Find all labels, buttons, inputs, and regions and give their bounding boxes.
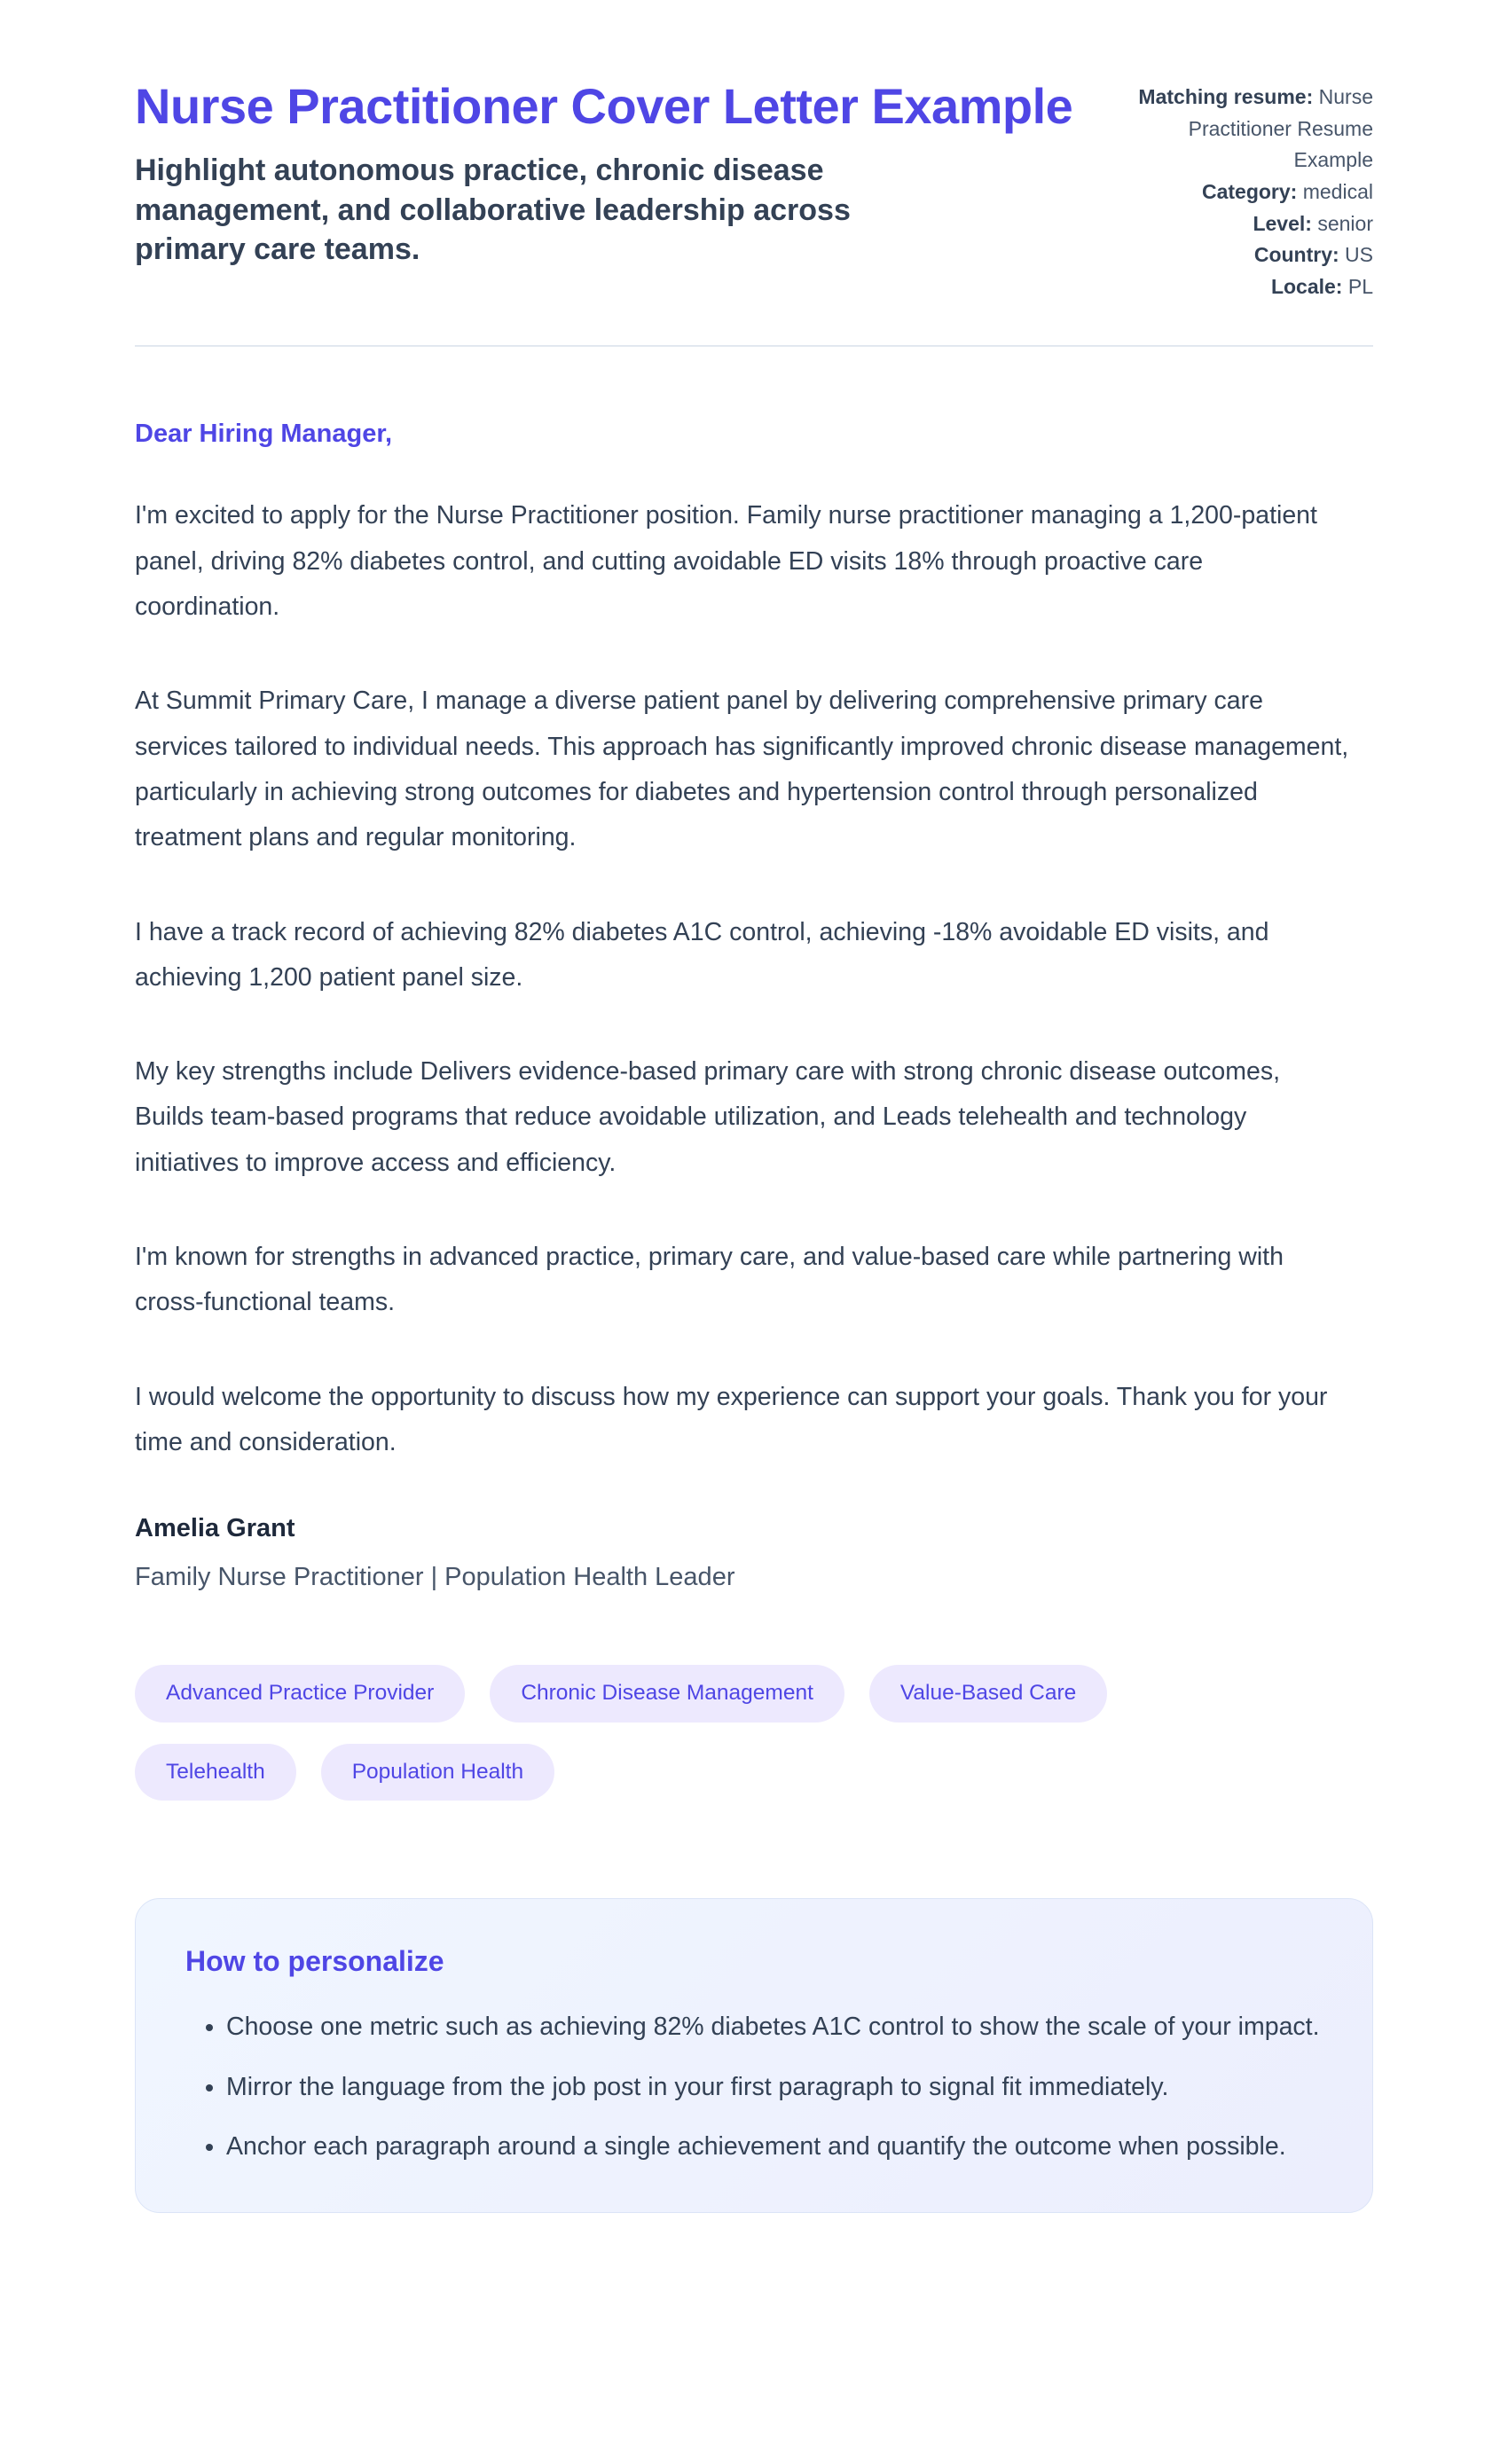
meta-category xyxy=(1120,177,1373,208)
meta-value-category: medical xyxy=(1302,179,1373,203)
meta-label-category: Category: xyxy=(1201,179,1298,203)
letter-paragraph-known-for: I'm known for strengths in advanced practice, primary care, and value-based care while partnering with cross-functional teams. xyxy=(135,1243,1284,1317)
tip-item-anchor-paragraph: • Anchor each paragraph around a single achievement and quantify the outcome when possible. xyxy=(226,2124,1323,2170)
tag-pill-advanced-practice-provider[interactable]: Advanced Practice Provider xyxy=(135,1665,465,1722)
tag-pill-telehealth[interactable]: Telehealth xyxy=(135,1744,296,1801)
tips-title: How to personalize xyxy=(185,1945,444,1978)
page-subtitle: Highlight autonomous practice, chronic disease management, and collaborative leadership across primary care teams. xyxy=(135,153,851,266)
page-title: Nurse Practitioner Cover Letter Example xyxy=(135,78,1073,134)
tag-list xyxy=(135,1665,1288,1801)
tip-item-mirror-language: • Mirror the language from the job post in your first paragraph to signal fit immediately. xyxy=(226,2065,1323,2110)
meta-value-locale: PL xyxy=(1347,274,1373,298)
resume-meta-panel xyxy=(1120,76,1373,302)
tag-pill-value-based-care[interactable]: Value-Based Care xyxy=(869,1665,1107,1722)
meta-country xyxy=(1120,239,1373,271)
letter-paragraph-closing: I would welcome the opportunity to discuss how my experience can support your goals. Thank you for your time and consideration. xyxy=(135,1382,1328,1456)
meta-value-level: senior xyxy=(1317,211,1373,235)
cover-letter-body xyxy=(135,420,1373,2213)
meta-label-locale: Locale: xyxy=(1270,274,1343,298)
header-titles xyxy=(135,76,1078,302)
meta-label-country: Country: xyxy=(1253,243,1339,267)
tips-list xyxy=(185,2005,1323,2170)
meta-label-matching-resume: Matching resume: xyxy=(1138,85,1314,108)
letter-paragraph-track-record: I have a track record of achieving 82% diabetes A1C control, achieving -18% avoidable ED visits, and achieving 1,200 patient panel size. xyxy=(135,917,1269,992)
tip-item-metric: • Choose one metric such as achieving 82% diabetes A1C control to show the scale of your impact. xyxy=(226,2005,1323,2050)
meta-label-level: Level: xyxy=(1253,211,1312,235)
meta-level xyxy=(1120,208,1373,240)
signature-role: Family Nurse Practitioner | Population Health Leader xyxy=(135,1563,735,1592)
letter-paragraph-experience: At Summit Primary Care, I manage a diverse patient panel by delivering comprehensive primary care services tailored to individual needs. This approach has significantly improved chronic disease management, particularly in achieving strong outcomes for diabetes and hypertension control through personalized treatment plans and regular monitoring. xyxy=(135,687,1349,852)
header-divider xyxy=(135,345,1373,347)
tag-pill-population-health[interactable]: Population Health xyxy=(321,1744,554,1801)
meta-value-country: US xyxy=(1345,243,1373,267)
signature-name: Amelia Grant xyxy=(135,1514,295,1543)
meta-value-matching-resume: Nurse Practitioner Resume Example xyxy=(1188,85,1373,172)
salutation: Dear Hiring Manager, xyxy=(135,420,393,449)
page-header xyxy=(135,76,1373,302)
letter-paragraph-intro: I'm excited to apply for the Nurse Practitioner position. Family nurse practitioner managing a 1,200-patient panel, driving 82% diabetes control, and cutting avoidable ED visits 18% through proactive care coordination. xyxy=(135,501,1317,622)
personalization-tips-box xyxy=(135,1898,1373,2213)
signature-block xyxy=(135,1514,1373,1592)
letter-paragraph-strengths: My key strengths include Delivers evidence-based primary care with strong chronic disease outcomes, Builds team-based programs that reduce avoidable utilization, and Leads telehealth and technology initiatives to improve access and efficiency. xyxy=(135,1057,1280,1177)
meta-locale xyxy=(1120,271,1373,303)
tag-pill-chronic-disease-management[interactable]: Chronic Disease Management xyxy=(490,1665,844,1722)
meta-matching-resume xyxy=(1120,82,1373,177)
